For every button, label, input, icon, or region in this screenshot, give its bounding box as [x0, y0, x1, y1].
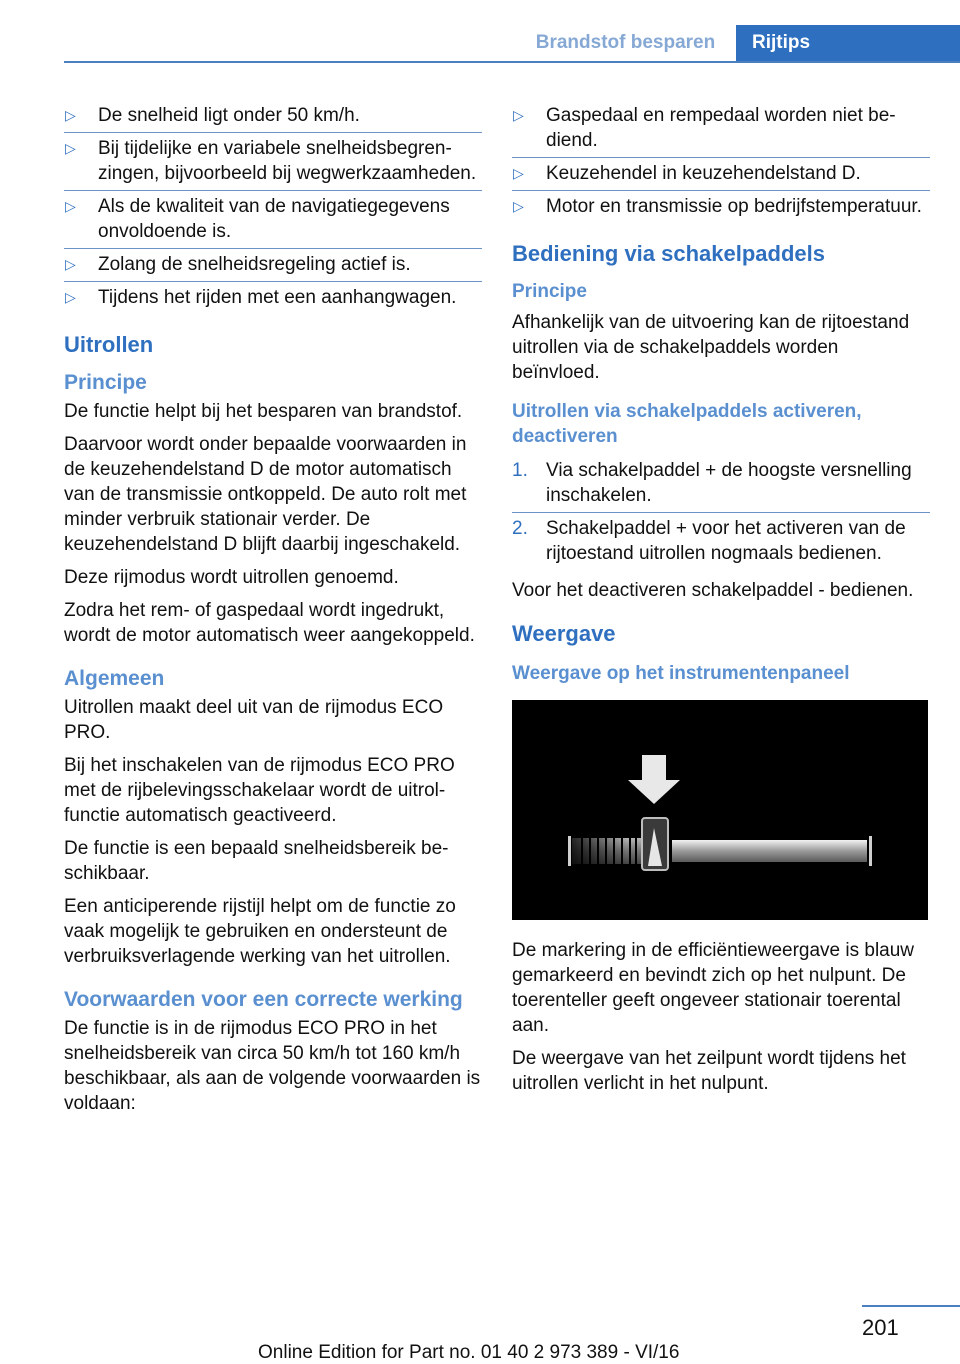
- header-rule: [64, 61, 960, 63]
- list-item: ▷ Tijdens het rijden met een aanhangwagen.: [65, 287, 457, 308]
- paragraph: Deze rijmodus wordt uitrollen genoemd.: [64, 567, 399, 588]
- paragraph: Een anticiperende rijstijl helpt om de functie zo vaak mogelijk te gebruiken en ondersteunt de verbruiksverlagende werking van het uitrollen.: [64, 896, 456, 967]
- heading-bediening: Bediening via schakelpaddels: [512, 241, 826, 266]
- right-column: [512, 100, 930, 1104]
- list-item: ▷ De snelheid ligt onder 50 km/h.: [64, 100, 482, 133]
- paragraph: Zodra het rem- of gaspedaal wordt ingedrukt, wordt de motor automatisch weer aangekoppeld.: [64, 600, 475, 646]
- heading-weergave: Weergave: [512, 621, 616, 646]
- paragraph: De weergave van het zeilpunt wordt tijdens het uitrollen verlicht in het nulpunt.: [512, 1048, 906, 1094]
- heading-principe: Principe: [512, 281, 587, 302]
- list-item: 2. Schakelpaddel + voor het activeren van de rijtoestand uitrollen nogmaals bedienen.: [512, 518, 906, 564]
- list-item: 1. Via schakelpaddel + de hoogste versnelling inschakelen.: [512, 455, 930, 513]
- heading-instrument: Weergave op het instrumentenpaneel: [512, 663, 850, 684]
- heading-voorwaarden: Voorwaarden voor een correcte werking: [64, 988, 463, 1011]
- triangle-right-icon: ▷: [513, 165, 524, 181]
- efficiency-display-icon: [512, 700, 928, 920]
- list-item: ▷ Motor en transmissie op bedrijfstemperatuur.: [513, 196, 922, 217]
- paragraph: Bij het inschakelen van de rijmodus ECO PRO met de rijbelevingsschakelaar wordt de uitrolfunctie automatisch geactiveerd.: [64, 755, 455, 826]
- list-item: ▷ Gaspedaal en rempedaal worden niet bediend.: [512, 100, 930, 158]
- paragraph: De markering in de efficiëntieweergave is blauw gemarkeerd en bevindt zich op het nulpunt. De toerenteller geeft ongeveer stationair toerental aan.: [512, 940, 915, 1036]
- triangle-right-icon: ▷: [513, 107, 524, 123]
- header-section-title: Brandstof besparen: [535, 32, 716, 53]
- list-item: ▷ Keuzehendel in keuzehendelstand D.: [512, 158, 930, 191]
- paragraph: Daarvoor wordt onder bepaalde voorwaarden in de keuzehendelstand D de motor automatisch van de transmissie ontkoppeld. De auto rolt met minder verbruik stationair verder. De keuzehendelstand D blijft daarbij ingeschakeld.: [64, 434, 467, 555]
- paragraph: Voor het deactiveren schakelpaddel - bedienen.: [512, 580, 914, 601]
- list-item: ▷ Zolang de snelheidsregeling actief is.: [64, 249, 482, 282]
- paragraph: Afhankelijk van de uitvoering kan de rijtoestand uitrollen via de schakelpaddels worden beïnvloed.: [512, 312, 910, 383]
- triangle-right-icon: ▷: [65, 198, 76, 214]
- header-chapter-tab: Rijtips: [736, 25, 960, 61]
- page-number: 201: [862, 1315, 899, 1340]
- conditions-list-left: [64, 100, 482, 314]
- triangle-right-icon: ▷: [513, 198, 524, 214]
- paragraph: De functie is een bepaald snelheidsbereik beschikbaar.: [64, 838, 449, 884]
- steps-list: [512, 455, 930, 570]
- heading-algemeen: Algemeen: [64, 667, 165, 690]
- edition-note: Online Edition for Part no. 01 40 2 973 389 - VI/16: [258, 1342, 680, 1363]
- left-column: [64, 100, 482, 1124]
- triangle-right-icon: ▷: [65, 289, 76, 305]
- list-item: ▷ Bij tijdelijke en variabele snelheidsbegrenzingen, bijvoorbeeld bij wegwerkzaamheden.: [64, 133, 482, 191]
- paragraph: De functie helpt bij het besparen van brandstof.: [64, 401, 463, 422]
- triangle-right-icon: ▷: [65, 107, 76, 123]
- triangle-right-icon: ▷: [65, 140, 76, 156]
- paragraph: De functie is in de rijmodus ECO PRO in het snelheidsbereik van circa 50 km/h tot 160 km/h beschikbaar, als aan de volgende voorwaarden is voldaan:: [64, 1018, 481, 1114]
- triangle-right-icon: ▷: [65, 256, 76, 272]
- heading-activeren: Uitrollen via schakelpaddels activeren, deactiveren: [512, 401, 862, 447]
- paragraph: Uitrollen maakt deel uit van de rijmodus ECO PRO.: [64, 697, 444, 743]
- heading-uitrollen: Uitrollen: [64, 332, 154, 357]
- heading-principe: Principe: [64, 371, 147, 394]
- list-item: ▷ Als de kwaliteit van de navigatiegegevens onvoldoende is.: [64, 191, 482, 249]
- footer-rule: [862, 1305, 960, 1307]
- conditions-list-right: [512, 100, 930, 223]
